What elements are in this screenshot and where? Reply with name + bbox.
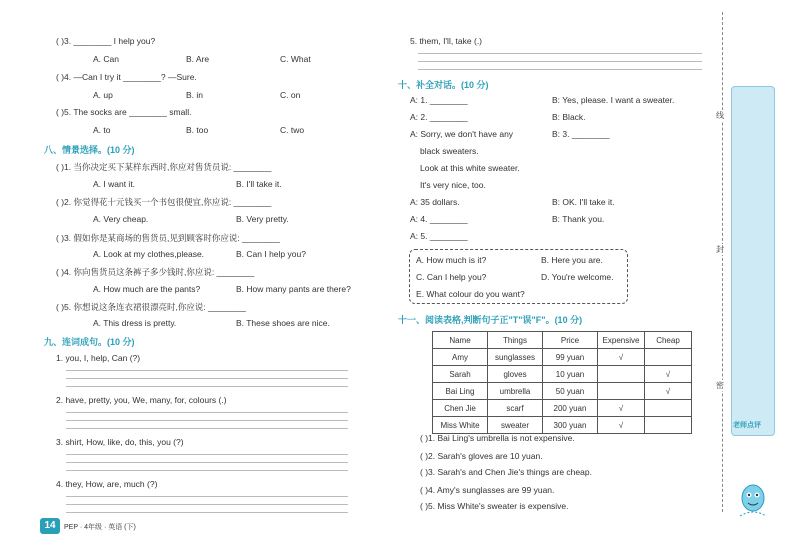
table-cell: Sarah [433, 366, 488, 383]
s8-q4-stem: ( )4. 你向售货员这条裤子多少钱时,你应说: ________ [56, 267, 255, 277]
s8-q2-option-a[interactable]: A. Very cheap. [93, 214, 149, 224]
dialog-b-5: B: Thank you. [552, 214, 605, 224]
table-cell: umbrella [488, 383, 543, 400]
binding-label-bot: 密 [716, 381, 724, 390]
answer-line[interactable] [418, 53, 702, 54]
q4-stem: ( )4. —Can I try it ________? —Sure. [56, 72, 197, 82]
s11-q5: ( )5. Miss White's sweater is expensive. [420, 501, 569, 511]
s8-q3-stem: ( )3. 假如你是某商场的售货员,见到顾客时你应说: ________ [56, 233, 280, 243]
table-row [433, 366, 692, 383]
s8-q5-option-b[interactable]: B. These shoes are nice. [236, 318, 330, 328]
dialog-b-1: B: Yes, please. I want a sweater. [552, 95, 675, 105]
table-header: Cheap [645, 332, 692, 349]
q3-option-b[interactable]: B. Are [186, 54, 210, 64]
table-cell: Amy [433, 349, 488, 366]
answer-line[interactable] [66, 512, 348, 513]
s8-q1-option-b[interactable]: B. I'll take it. [236, 179, 282, 189]
s8-q4-option-b[interactable]: B. How many pants are there? [236, 284, 351, 294]
dialog-a-6: A: 5. ________ [410, 231, 468, 241]
s9-q2: 2. have, pretty, you, We, many, for, colours (.) [56, 395, 227, 405]
table-cell: scarf [488, 400, 543, 417]
s9-q5: 5. them, I'll, take (.) [410, 36, 483, 46]
table-cell: √ [645, 366, 692, 383]
q4-option-c[interactable]: C. on [280, 90, 301, 100]
table-cell: sweater [488, 417, 543, 434]
dialog-a-4: A: 35 dollars. [410, 197, 460, 207]
dialog-a-3d: It's very nice, too. [420, 180, 486, 190]
q4-option-a[interactable]: A. up [93, 90, 113, 100]
page-number: 14 [40, 518, 60, 534]
answer-line[interactable] [66, 470, 348, 471]
box-option-e[interactable]: E. What colour do you want? [416, 289, 525, 299]
answer-line[interactable] [66, 462, 348, 463]
mascot-icon [736, 478, 770, 520]
answer-line[interactable] [66, 412, 348, 413]
table-cell [645, 417, 692, 434]
box-option-d[interactable]: D. You're welcome. [541, 272, 614, 282]
q5-option-c[interactable]: C. two [280, 125, 305, 135]
table-cell: gloves [488, 366, 543, 383]
table-cell [645, 349, 692, 366]
table-cell: 300 yuan [543, 417, 598, 434]
box-option-c[interactable]: C. Can I help you? [416, 272, 487, 282]
q5-stem: ( )5. The socks are ________ small. [56, 107, 192, 117]
table-cell: √ [598, 417, 645, 434]
table-row [433, 417, 692, 434]
answer-line[interactable] [66, 420, 348, 421]
s8-q2-option-b[interactable]: B. Very pretty. [236, 214, 289, 224]
s11-q3: ( )3. Sarah's and Chen Jie's things are cheap. [420, 467, 592, 477]
s9-q1: 1. you, I, help, Can (?) [56, 353, 141, 363]
answer-line[interactable] [66, 378, 348, 379]
q5-option-b[interactable]: B. too [186, 125, 209, 135]
table-cell: 200 yuan [543, 400, 598, 417]
s8-q2-stem: ( )2. 你觉得花十元钱买一个书包很便宜,你应说: ________ [56, 197, 272, 207]
dialog-a-3b: black sweaters. [420, 146, 479, 156]
s11-q4: ( )4. Amy's sunglasses are 99 yuan. [420, 485, 555, 495]
answer-line[interactable] [66, 504, 348, 505]
s8-q5-option-a[interactable]: A. This dress is pretty. [93, 318, 177, 328]
dialog-b-2: B: Black. [552, 112, 586, 122]
s8-q5-stem: ( )5. 你想说这条连衣裙很漂亮时,你应说: ________ [56, 302, 246, 312]
teacher-comment-panel[interactable] [731, 86, 775, 436]
answer-line[interactable] [66, 386, 348, 387]
reading-table [432, 331, 692, 434]
dialog-a-1: A: 1. ________ [410, 95, 468, 105]
table-cell: √ [598, 349, 645, 366]
box-option-a[interactable]: A. How much is it? [416, 255, 487, 265]
section-11-title: 十一、阅读表格,判断句子正"T"误"F"。(10 分) [398, 315, 583, 325]
table-cell: sunglasses [488, 349, 543, 366]
s8-q1-stem: ( )1. 当你决定买下某样东西时,你应对售货员说: ________ [56, 162, 272, 172]
table-cell [645, 400, 692, 417]
table-row [433, 400, 692, 417]
answer-line[interactable] [66, 370, 348, 371]
table-header: Name [433, 332, 488, 349]
footer-text: PEP · 4年级 · 英语 (下) [64, 524, 136, 531]
s8-q4-option-a[interactable]: A. How much are the pants? [93, 284, 201, 294]
dialog-b-3: B: 3. ________ [552, 129, 610, 139]
s11-q1: ( )1. Bai Ling's umbrella is not expensive. [420, 433, 575, 443]
binding-line [722, 12, 723, 512]
table-cell: Bai Ling [433, 383, 488, 400]
table-cell: 10 yuan [543, 366, 598, 383]
q3-option-a[interactable]: A. Can [93, 54, 119, 64]
answer-line[interactable] [66, 496, 348, 497]
s11-q2: ( )2. Sarah's gloves are 10 yuan. [420, 451, 543, 461]
table-header: Things [488, 332, 543, 349]
box-option-b[interactable]: B. Here you are. [541, 255, 603, 265]
section-9-title: 九、连词成句。(10 分) [44, 337, 135, 347]
dialog-a-3: A: Sorry, we don't have any [410, 129, 514, 139]
dialog-a-3c: Look at this white sweater. [420, 163, 520, 173]
q3-option-c[interactable]: C. What [280, 54, 311, 64]
s8-q3-option-a[interactable]: A. Look at my clothes,please. [93, 249, 205, 259]
s8-q1-option-a[interactable]: A. I want it. [93, 179, 136, 189]
answer-line[interactable] [418, 69, 702, 70]
section-10-title: 十、补全对话。(10 分) [398, 80, 489, 90]
table-header: Price [543, 332, 598, 349]
teacher-comment-label: 老师点评 [733, 422, 761, 429]
table-cell [598, 366, 645, 383]
section-8-title: 八、情景选择。(10 分) [44, 145, 135, 155]
binding-label-top: 线 [716, 111, 724, 120]
table-cell: 50 yuan [543, 383, 598, 400]
s8-q3-option-b[interactable]: B. Can I help you? [236, 249, 306, 259]
q5-option-a[interactable]: A. to [93, 125, 111, 135]
table-header-row [433, 332, 692, 349]
s9-q3: 3. shirt, How, like, do, this, you (?) [56, 437, 184, 447]
table-cell: 99 yuan [543, 349, 598, 366]
table-row [433, 383, 692, 400]
table-row [433, 349, 692, 366]
dialog-a-2: A: 2. ________ [410, 112, 468, 122]
q3-stem: ( )3. ________ I help you? [56, 36, 156, 46]
binding-label-mid: 封 [716, 245, 724, 254]
dialog-a-5: A: 4. ________ [410, 214, 468, 224]
table-cell: √ [598, 400, 645, 417]
s9-q4: 4. they, How, are, much (?) [56, 479, 158, 489]
q4-option-b[interactable]: B. in [186, 90, 204, 100]
table-cell: Chen Jie [433, 400, 488, 417]
table-header: Expensive [598, 332, 645, 349]
answer-line[interactable] [66, 454, 348, 455]
table-cell: √ [645, 383, 692, 400]
table-cell [598, 383, 645, 400]
answer-line[interactable] [418, 61, 702, 62]
table-cell: Miss White [433, 417, 488, 434]
answer-line[interactable] [66, 428, 348, 429]
dialog-b-4: B: OK. I'll take it. [552, 197, 615, 207]
